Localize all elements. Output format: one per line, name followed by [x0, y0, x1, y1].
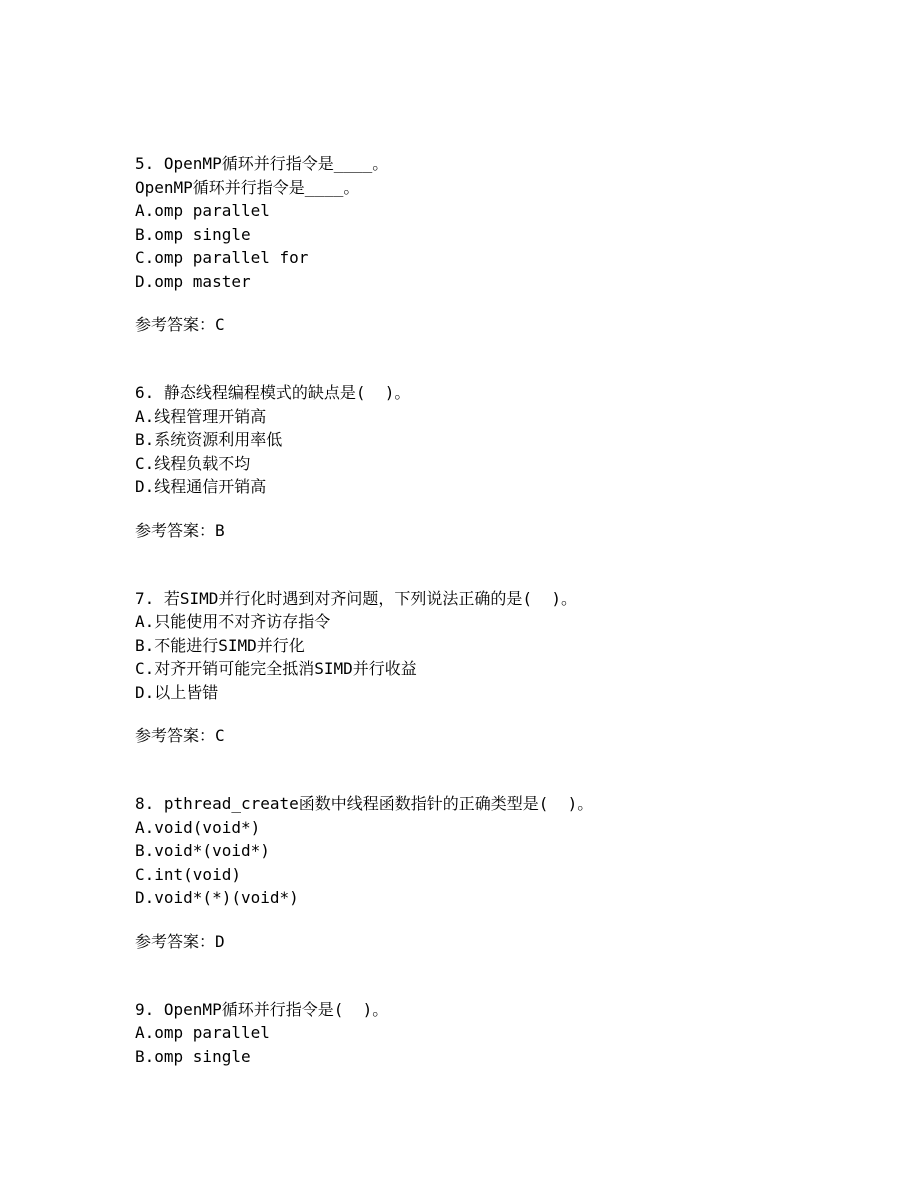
question-6 [135, 381, 875, 543]
option-a: A.线程管理开销高 [135, 406, 267, 426]
option-a: A.只能使用不对齐访存指令 [135, 612, 331, 631]
option-c: C.omp parallel for [135, 248, 309, 267]
spacer [135, 748, 875, 792]
document-page [135, 152, 875, 1068]
reference-answer: 参考答案：C [135, 315, 225, 334]
spacer [135, 499, 875, 519]
question-stem: 6. 静态线程编程模式的缺点是( )。 [135, 383, 411, 402]
question-stem: 7. 若SIMD并行化时遇到对齐问题，下列说法正确的是( )。 [135, 588, 577, 608]
option-c: C.线程负载不均 [135, 453, 251, 473]
option-d: D.以上皆错 [135, 682, 219, 702]
option-b: B.omp single [135, 224, 251, 244]
option-d: D.void*(*)(void*) [135, 888, 299, 907]
spacer [135, 337, 875, 381]
option-b: B.不能进行SIMD并行化 [135, 635, 305, 655]
option-a: A.omp parallel [135, 1023, 270, 1042]
spacer [135, 704, 875, 724]
spacer [135, 293, 875, 313]
question-stem: 5. OpenMP循环并行指令是____。 [135, 154, 389, 173]
option-c: C.对齐开销可能完全抵消SIMD并行收益 [135, 659, 417, 678]
option-a: A.void(void*) [135, 817, 261, 837]
option-d: D.线程通信开销高 [135, 477, 267, 496]
reference-answer: 参考答案：C [135, 726, 225, 745]
question-stem: 8. pthread_create函数中线程函数指针的正确类型是( )。 [135, 794, 594, 813]
option-d: D.omp master [135, 271, 251, 291]
question-7 [135, 587, 875, 749]
spacer [135, 543, 875, 587]
option-c: C.int(void) [135, 864, 241, 884]
question-stem: 9. OpenMP循环并行指令是( )。 [135, 999, 389, 1019]
option-b: B.omp single [135, 1046, 251, 1066]
spacer [135, 910, 875, 930]
question-8 [135, 792, 875, 954]
reference-answer: 参考答案：D [135, 931, 225, 951]
question-sub-stem: OpenMP循环并行指令是____。 [135, 177, 360, 197]
spacer [135, 954, 875, 998]
question-9 [135, 998, 875, 1069]
question-5 [135, 152, 875, 337]
option-a: A.omp parallel [135, 201, 270, 220]
option-b: B.void*(void*) [135, 841, 270, 860]
option-b: B.系统资源利用率低 [135, 430, 283, 449]
reference-answer: 参考答案：B [135, 520, 225, 540]
